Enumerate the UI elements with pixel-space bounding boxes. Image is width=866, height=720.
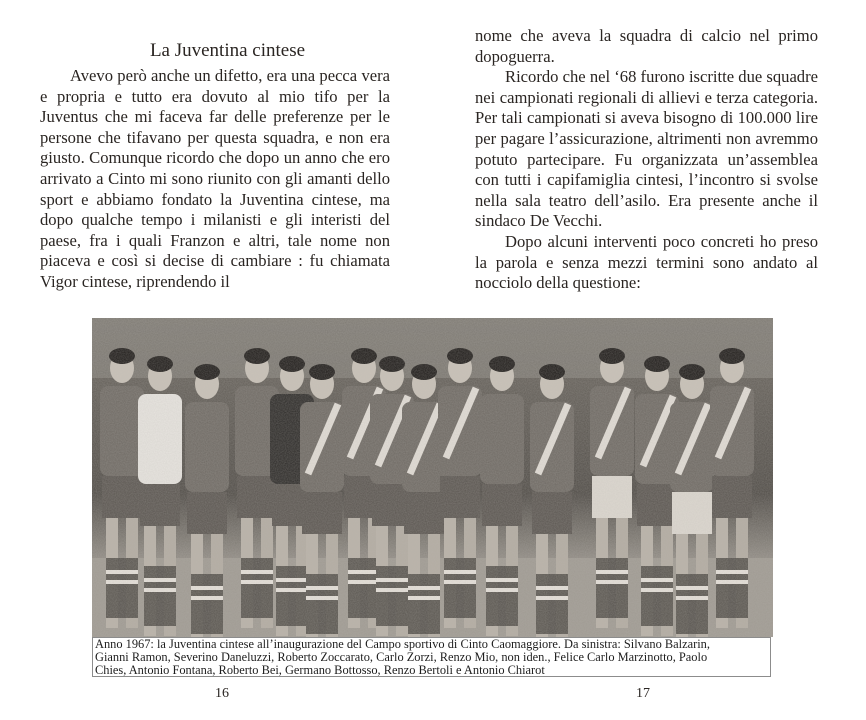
- left-page-text: [40, 66, 390, 293]
- team-photo-illustration: [92, 318, 773, 637]
- right-page-text: [475, 26, 818, 294]
- paragraph: Dopo alcuni interventi poco concreti ho preso la parola e senza mezzi termini sono andato al nocciolo della questione:: [475, 231, 818, 293]
- page-number-left: 16: [215, 686, 229, 701]
- caption-line: Gianni Ramon, Severino Daneluzzi, Roberto Zoccarato, Carlo Zorzi, Renzo Mio, non iden., Felice Carlo Marzinotto, Paolo: [95, 650, 708, 664]
- photo-caption: [92, 637, 771, 677]
- page-number-right: 17: [636, 686, 650, 701]
- photo-grain: [92, 318, 773, 637]
- caption-line: Chies, Antonio Fontana, Roberto Bei, Germano Bottosso, Renzo Bertoli e Antonio Chiarot: [95, 663, 545, 677]
- chapter-title: La Juventina cintese: [149, 40, 306, 61]
- caption-line: Anno 1967: la Juventina cintese all’inaugurazione del Campo sportivo di Cinto Caomaggiore. Da sinistra: Silvano Balzarin,: [95, 637, 710, 651]
- paragraph: Avevo però anche un difetto, era una pecca vera e propria e tutto era dovuto al mio tifo per la Juventus che mi faceva far delle preferenze per le persone che tifavano per questa squadra, e non era giusto. Comunque ricordo che dopo un anno che ero arrivato a Cinto mi sono riunito con gli amanti dello sport e abbiamo fondato la Juventina cintese, ma dopo qualche tempo i milanisti e gli interisti del paese, fra i quali Franzon e altri, tale nome non piaceva e così si decise di cambiare : fu chiamata Vigor cintese, riprendendo il: [40, 66, 390, 291]
- paragraph: Ricordo che nel ‘68 furono iscritte due squadre nei campionati regionali di allievi e terza categoria. Per tali campionati si aveva bisogno di 100.000 lire per pagare l’assicurazione, altrimenti non avremmo potuto partecipare. Fu organizzata un’assemblea con tutti i capifamiglia cintesi, l’incontro si svolse nella sala teatro dell’asilo. Era presente anche il sindaco De Vecchi.: [475, 67, 818, 231]
- paragraph: nome che aveva la squadra di calcio nel primo dopoguerra.: [475, 26, 818, 66]
- team-photo: [92, 318, 773, 637]
